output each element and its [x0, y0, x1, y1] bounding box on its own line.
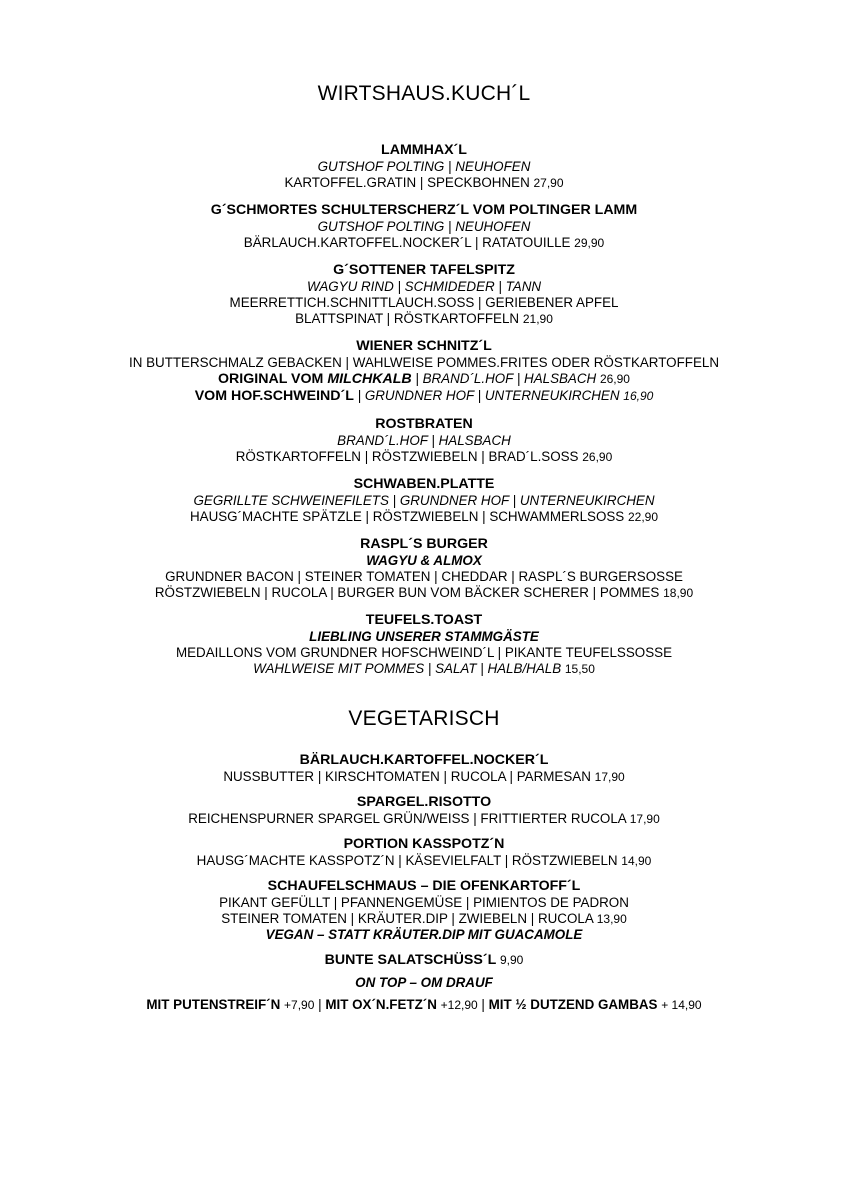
item-name: G´SCHMORTES SCHULTERSCHERZ´L VOM POLTINGER LAMM: [210, 202, 638, 218]
addon-putenstreifn: MIT PUTENSTREIF´N: [146, 997, 281, 1012]
item-vegan-note: VEGAN – STATT KRÄUTER.DIP MIT GUACAMOLE: [265, 927, 583, 942]
item-name: G´SOTTENER TAFELSPITZ: [333, 262, 515, 278]
item-name: RASPL´S BURGER: [360, 536, 488, 552]
addon-price: +7,90: [284, 998, 315, 1012]
item-name: TEUFELS.TOAST: [365, 612, 483, 628]
item-name: BUNTE SALATSCHÜSS´L: [324, 952, 497, 968]
item-tag: LIEBLING UNSERER STAMMGÄSTE: [309, 629, 539, 644]
item-price: 15,50: [564, 662, 595, 676]
item-origin: GUTSHOF POLTING | NEUHOFEN: [317, 159, 531, 174]
item-description: RÖSTZWIEBELN | RUCOLA | BURGER BUN VOM BÄCKER SCHERER | POMMES 18,90: [154, 585, 694, 600]
addon-price: +12,90: [440, 998, 478, 1012]
item-name: SPARGEL.RISOTTO: [356, 794, 492, 810]
menu-item-tafelspitz: [0, 262, 848, 327]
item-variant-milchkalb: ORIGINAL VOM MILCHKALB | BRAND´L.HOF | HALSBACH 26,90: [218, 371, 630, 387]
item-description: STEINER TOMATEN | KRÄUTER.DIP | ZWIEBELN | RUCOLA 13,90: [221, 911, 627, 926]
item-name: BÄRLAUCH.KARTOFFEL.NOCKER´L: [299, 752, 549, 768]
item-price: 29,90: [574, 236, 605, 250]
menu-item-rostbraten: [0, 416, 848, 465]
menu-item-schwabenplatte: [0, 476, 848, 525]
item-variant-schweindl: VOM HOF.SCHWEIND´L | GRUNDNER HOF | UNTERNEUKIRCHEN 16,90: [194, 388, 654, 404]
item-price: 17,90: [629, 812, 660, 826]
item-name: SCHAUFELSCHMAUS – DIE OFENKARTOFF´L: [267, 878, 581, 894]
item-price: 18,90: [663, 586, 694, 600]
item-name-line: [0, 952, 848, 969]
addon-price: + 14,90: [661, 998, 702, 1012]
item-price: 26,90: [599, 372, 630, 386]
item-description: BÄRLAUCH.KARTOFFEL.NOCKER´L | RATATOUILLE 29,90: [243, 235, 605, 250]
item-price: 21,90: [522, 312, 553, 326]
section-title-wirtshaus: WIRTSHAUS.KUCH´L: [317, 82, 531, 105]
menu-item-schulterscherzl: [0, 202, 848, 251]
item-price: 13,90: [596, 912, 627, 926]
menu-item-salat: [0, 952, 848, 969]
item-origin: GUTSHOF POLTING | NEUHOFEN: [317, 219, 531, 234]
item-description: PIKANT GEFÜLLT | PFANNENGEMÜSE | PIMIENTOS DE PADRON: [219, 895, 629, 910]
item-name: SCHWABEN.PLATTE: [353, 476, 495, 492]
item-price: 16,90: [623, 389, 654, 403]
item-description: BLATTSPINAT | RÖSTKARTOFFELN 21,90: [295, 311, 553, 326]
menu-item-burger: [0, 536, 848, 601]
on-top-heading: ON TOP – OM DRAUF: [355, 975, 493, 990]
item-price: 22,90: [627, 510, 659, 524]
item-name: ROSTBRATEN: [375, 416, 473, 432]
menu-item-nockerl: [0, 752, 848, 785]
item-description: MEERRETTICH.SCHNITTLAUCH.SOSS | GERIEBENER APFEL: [229, 295, 619, 310]
menu-item-kasspotzn: [0, 836, 848, 869]
item-name: LAMMHAX´L: [381, 142, 467, 158]
wirtshaus-menu: [0, 142, 848, 688]
item-price: 14,90: [621, 854, 652, 868]
menu-item-schnitzl: [0, 338, 848, 405]
section-title-vegetarisch: VEGETARISCH: [348, 707, 500, 730]
item-description: RÖSTKARTOFFELN | RÖSTZWIEBELN | BRAD´L.SOSS 26,90: [235, 449, 613, 464]
item-origin: BRAND´L.HOF | HALSBACH: [337, 433, 511, 448]
item-description: IN BUTTERSCHMALZ GEBACKEN | WAHLWEISE POMMES.FRITES ODER RÖSTKARTOFFELN: [128, 355, 719, 370]
addon-oxnfetzn: MIT OX´N.FETZ´N: [325, 997, 437, 1012]
item-description: KARTOFFEL.GRATIN | SPECKBOHNEN 27,90: [284, 175, 564, 190]
item-price: 27,90: [533, 176, 564, 190]
salad-addons: MIT PUTENSTREIF´N +7,90 | MIT OX´N.FETZ´N +12,90 | MIT ½ DUTZEND GAMBAS + 14,90: [146, 997, 702, 1012]
vegetarisch-menu: [0, 752, 848, 1013]
item-name: PORTION KASSPOTZ´N: [343, 836, 505, 852]
item-price: 9,90: [499, 953, 524, 967]
menu-item-lammhaxl: [0, 142, 848, 191]
item-description: HAUSG´MACHTE KASSPOTZ´N | KÄSEVIELFALT | RÖSTZWIEBELN 14,90: [196, 853, 652, 868]
item-description: WAHLWEISE MIT POMMES | SALAT | HALB/HALB 15,50: [253, 661, 595, 676]
item-price: 26,90: [582, 450, 613, 464]
item-description: REICHENSPURNER SPARGEL GRÜN/WEISS | FRITTIERTER RUCOLA 17,90: [188, 811, 660, 826]
item-description: NUSSBUTTER | KIRSCHTOMATEN | RUCOLA | PARMESAN 17,90: [223, 769, 625, 784]
item-name: WIENER SCHNITZ´L: [356, 338, 492, 354]
item-origin: GEGRILLTE SCHWEINEFILETS | GRUNDNER HOF | UNTERNEUKIRCHEN: [193, 493, 655, 508]
menu-item-risotto: [0, 794, 848, 827]
item-description: HAUSG´MACHTE SPÄTZLE | RÖSTZWIEBELN | SCHWAMMERLSOSS 22,90: [189, 509, 659, 524]
item-description: GRUNDNER BACON | STEINER TOMATEN | CHEDDAR | RASPL´S BURGERSOSSE: [165, 569, 683, 584]
addon-gambas: MIT ½ DUTZEND GAMBAS: [488, 997, 658, 1012]
item-origin: WAGYU RIND | SCHMIDEDER | TANN: [306, 279, 542, 294]
item-price: 17,90: [594, 770, 625, 784]
menu-item-teufelstoast: [0, 612, 848, 677]
item-description: MEDAILLONS VOM GRUNDNER HOFSCHWEIND´L | PIKANTE TEUFELSSOSSE: [175, 645, 673, 660]
item-tag: WAGYU & ALMOX: [366, 553, 482, 568]
menu-item-ofenkartoffel: [0, 878, 848, 943]
